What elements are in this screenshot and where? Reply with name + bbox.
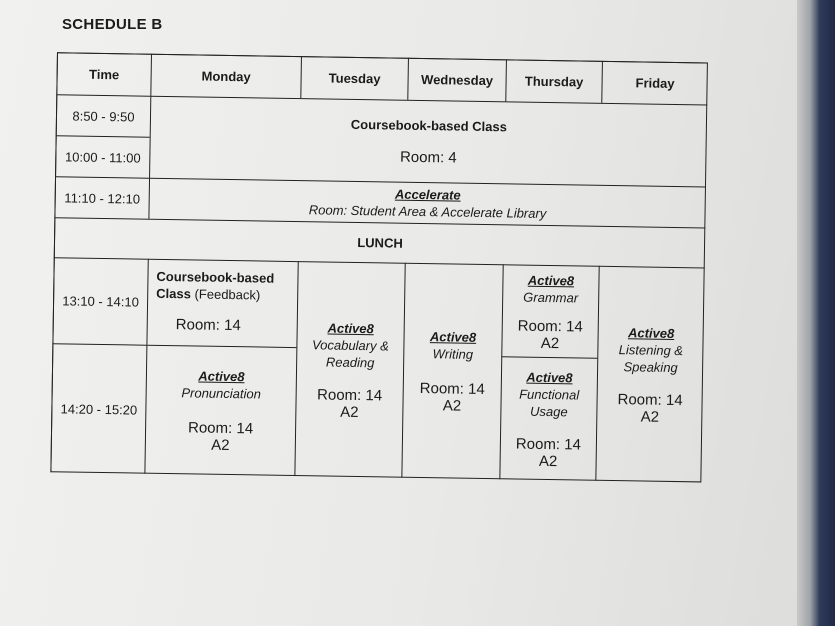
thursday-active8-functional-topic-a: Functional	[519, 386, 580, 403]
accelerate-room: Room: Student Area & Accelerate Library	[308, 202, 547, 221]
tuesday-active8-vocabulary-reading	[294, 261, 404, 478]
wednesday-active8-topic: Writing	[432, 346, 474, 362]
thursday-active8-functional-level: A2	[538, 452, 558, 470]
monday-active8-room: Room: 14	[187, 419, 254, 438]
monday-active8-topic: Pronunciation	[181, 385, 262, 402]
monday-class-room: Room: 14	[175, 316, 241, 335]
tuesday-active8-title: Active8	[327, 320, 374, 336]
tuesday-active8-level: A2	[340, 403, 359, 421]
time-slot-1: 8:50 - 9:50	[56, 94, 151, 136]
accelerate-title: Accelerate	[394, 186, 461, 203]
thursday-active8-functional-topic-b: Usage	[530, 403, 568, 419]
monday-active8-level: A2	[211, 436, 230, 455]
schedule-table	[33, 52, 718, 483]
thursday-active8-grammar-topic: Grammar	[523, 289, 579, 305]
wednesday-active8-level: A2	[442, 397, 462, 415]
tuesday-active8-topic-a: Vocabulary &	[311, 336, 389, 354]
page-title: SCHEDULE B	[62, 16, 163, 33]
monday-class-title-a: Coursebook-based	[156, 268, 275, 286]
header-thursday: Thursday	[505, 59, 602, 103]
friday-active8-level: A2	[640, 407, 660, 426]
thursday-active8-grammar	[501, 264, 598, 357]
coursebook-class-block	[149, 96, 707, 187]
header-monday: Monday	[150, 54, 301, 98]
tuesday-active8-room: Room: 14	[316, 385, 383, 404]
thursday-active8-functional-room: Room: 14	[515, 435, 582, 454]
thursday-active8-grammar-level: A2	[540, 334, 560, 352]
header-wednesday: Wednesday	[407, 58, 506, 102]
time-slot-2: 10:00 - 11:00	[55, 135, 150, 177]
header-friday: Friday	[601, 61, 708, 105]
wednesday-active8-room: Room: 14	[419, 380, 485, 399]
wednesday-active8-writing	[401, 263, 502, 480]
thursday-active8-grammar-room: Room: 14	[517, 317, 583, 336]
friday-active8-title: Active8	[627, 324, 675, 341]
time-slot-3: 11:10 - 12:10	[54, 176, 149, 218]
monday-class-note: (Feedback)	[194, 286, 261, 303]
friday-active8-room: Room: 14	[617, 390, 683, 409]
wednesday-active8-title: Active8	[429, 329, 477, 345]
header-tuesday: Tuesday	[300, 56, 408, 100]
coursebook-class-room: Room: 4	[399, 148, 457, 167]
monday-coursebook-feedback	[146, 259, 297, 347]
lunch-row: LUNCH	[54, 217, 706, 267]
monday-active8-pronunciation	[144, 345, 296, 476]
paper-edge	[797, 0, 835, 626]
tuesday-active8-topic-b: Reading	[325, 354, 375, 370]
thursday-active8-functional-title: Active8	[526, 369, 573, 385]
thursday-active8-grammar-title: Active8	[527, 272, 575, 288]
time-slot-5: 14:20 - 15:20	[50, 343, 146, 473]
monday-active8-title: Active8	[198, 368, 245, 385]
header-time: Time	[56, 52, 151, 95]
thursday-active8-functional-usage	[499, 356, 597, 480]
time-slot-4: 13:10 - 14:10	[52, 257, 147, 344]
coursebook-class-title: Coursebook-based Class	[350, 116, 508, 135]
friday-active8-topic-a: Listening &	[618, 341, 684, 358]
friday-active8-listening-speaking	[595, 266, 704, 483]
monday-class-title-b: Class	[156, 285, 192, 302]
friday-active8-topic-b: Speaking	[623, 358, 678, 375]
